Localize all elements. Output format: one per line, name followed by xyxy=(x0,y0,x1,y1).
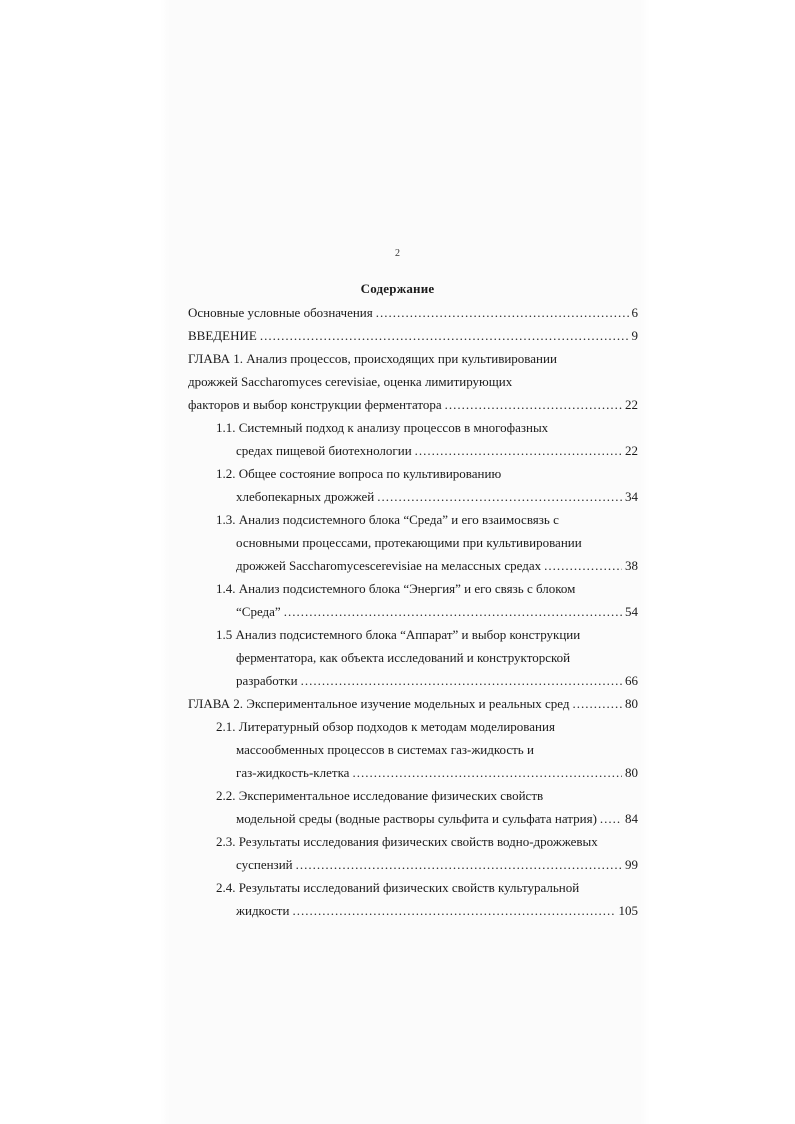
toc-entry-page: 9 xyxy=(631,328,638,343)
toc-entry-page: 6 xyxy=(631,305,638,320)
toc-leader xyxy=(377,489,622,505)
toc-entry-page: 34 xyxy=(625,489,638,504)
toc-entry-line: массообменных процессов в системах газ-жидкость и xyxy=(236,742,534,757)
toc-leader xyxy=(415,443,622,459)
toc-entry-text: “Среда” xyxy=(236,604,281,619)
toc-leader xyxy=(292,903,615,919)
toc-entry xyxy=(236,489,638,505)
toc-entry xyxy=(188,305,638,321)
toc-entry xyxy=(236,811,638,827)
toc-entry-line: 1.1. Системный подход к анализу процессов в многофазных xyxy=(216,420,549,435)
toc-entry-line: 1.2. Общее состояние вопроса по культивированию xyxy=(216,466,502,481)
toc-entry-line: основными процессами, протекающими при культивировании xyxy=(236,535,582,550)
toc-leader xyxy=(352,765,622,781)
toc-entry-text: хлебопекарных дрожжей xyxy=(236,489,375,504)
page-number: 2 xyxy=(395,248,400,259)
toc-entry-text: факторов и выбор конструкции ферментатора xyxy=(188,397,442,412)
toc-entry xyxy=(236,443,638,459)
toc-entry xyxy=(236,558,638,574)
toc-leader xyxy=(573,696,622,712)
toc-leader xyxy=(301,673,622,689)
toc-entry-line: дрожжей Saccharomyces cerevisiae, оценка лимитирующих xyxy=(188,374,513,389)
toc-entry-line: ферментатора, как объекта исследований и конструкторской xyxy=(236,650,571,665)
toc-entry-text: разработки xyxy=(236,673,298,688)
toc-entry-line: 1.5 Анализ подсистемного блока “Аппарат” и выбор конструкции xyxy=(216,627,581,642)
toc-entry-text: жидкости xyxy=(236,903,290,918)
toc-entry-line: ГЛАВА 1. Анализ процессов, происходящих при культивировании xyxy=(188,351,557,366)
toc-entry xyxy=(188,696,638,712)
toc-entry-text: Основные условные обозначения xyxy=(188,305,373,320)
toc-entry-text: средах пищевой биотехнологии xyxy=(236,443,412,458)
toc-entry-page: 38 xyxy=(625,558,638,573)
toc-leader xyxy=(544,558,622,574)
toc-leader xyxy=(600,811,622,827)
toc-leader xyxy=(284,604,622,620)
toc-entry-page: 54 xyxy=(625,604,638,619)
toc-entry-line: 2.3. Результаты исследования физических свойств водно-дрожжевых xyxy=(216,834,598,849)
toc-entry-line: 2.4. Результаты исследований физических свойств культуральной xyxy=(216,880,580,895)
toc-entry-line: 2.1. Литературный обзор подходов к методам моделирования xyxy=(216,719,555,734)
toc-leader xyxy=(260,328,629,344)
toc-entry-line: 2.2. Экспериментальное исследование физических свойств xyxy=(216,788,544,803)
toc-entry-page: 99 xyxy=(625,857,638,872)
toc-entry xyxy=(236,857,638,873)
toc-entry xyxy=(236,765,638,781)
toc-entry-line: 1.3. Анализ подсистемного блока “Среда” и его взаимосвязь с xyxy=(216,512,559,527)
toc-leader xyxy=(296,857,622,873)
toc-entry xyxy=(236,673,638,689)
toc-entry xyxy=(236,604,638,620)
toc-entry-page: 84 xyxy=(625,811,638,826)
toc-entry xyxy=(188,328,638,344)
toc-entry-page: 66 xyxy=(625,673,638,688)
toc-entry-text: газ-жидкость-клетка xyxy=(236,765,350,780)
toc-entry-text: ВВЕДЕНИЕ xyxy=(188,328,257,343)
toc-leader xyxy=(445,397,622,413)
toc-entry-text: суспензий xyxy=(236,857,293,872)
toc-entry-text: модельной среды (водные растворы сульфита и сульфата натрия) xyxy=(236,811,597,826)
toc-entry xyxy=(188,397,638,413)
toc-entry-page: 22 xyxy=(625,443,638,458)
toc-entry-page: 105 xyxy=(618,903,638,918)
toc-leader xyxy=(376,305,629,321)
toc-title: Содержание xyxy=(360,281,435,296)
toc-entry-page: 80 xyxy=(625,765,638,780)
toc-entry xyxy=(236,903,638,919)
toc-entry-line: 1.4. Анализ подсистемного блока “Энергия” и его связь с блоком xyxy=(216,581,576,596)
toc-entry-text: ГЛАВА 2. Экспериментальное изучение модельных и реальных сред xyxy=(188,696,570,711)
toc-entry-page: 22 xyxy=(625,397,638,412)
toc-entry-text: дрожжей Saccharomycescerevisiae на мелассных средах xyxy=(236,558,542,573)
toc-entry-page: 80 xyxy=(625,696,638,711)
